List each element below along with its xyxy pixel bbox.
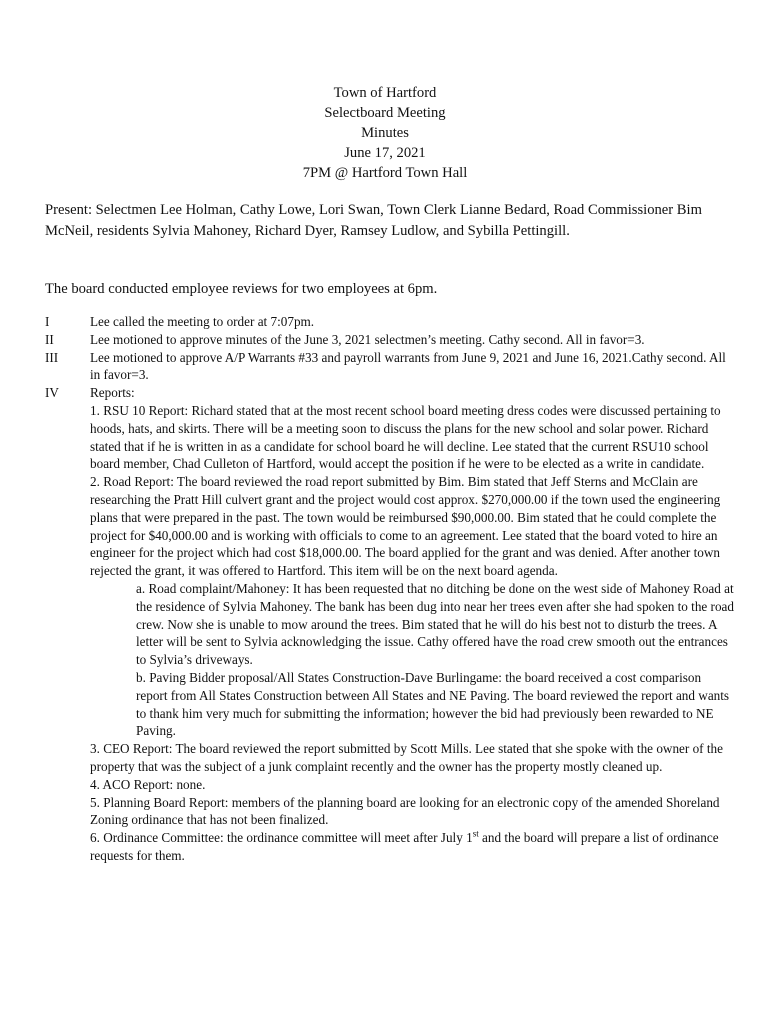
reports-title: Reports: [90,385,135,401]
attendees-paragraph: Present: Selectmen Lee Holman, Cathy Lowe, Lori Swan, Town Clerk Lianne Bedard, Road Commissioner Bim McNeil, residents Sylvia Mahoney, Richard Dyer, Ramsey Ludlow, and Sybilla Pettingill. [45,202,702,239]
item-text: Lee motioned to approve minutes of the June 3, 2021 selectmen’s meeting. Cathy second. All in favor=3. [90,331,645,347]
agenda-item-2 [45,331,735,349]
ordinance-committee-report [90,829,735,865]
agenda-item-4 [45,384,735,865]
paving-bidder-proposal: b. Paving Bidder proposal/All States Construction-Dave Burlingame: the board received a cost comparison report from All States Construction between All States and NE Paving. The board reviewed the report and wants to thank him very much for submitting the information; however the bid had previously been rewarded to NE Paving. [136,669,730,739]
employee-reviews-paragraph: The board conducted employee reviews for two employees at 6pm. [45,281,438,297]
road-report: 2. Road Report: The board reviewed the road report submitted by Bim. Bim stated that Jeff Sterns and McClain are researching the Pratt Hill culvert grant and the project would cost approx. $270,000.00 if the town used the engineering plans that were prepared in the past. The town would be reimbursed $90,000.00. Bim stated that he could complete the project for $40,000.00 and is working with officials to come to an agreement. Lee stated that the board voted to hire an engineer for the project which had cost $18,000.00. The board applied for the grant and was denied. After another town rejected the grant, it was offered to Hartford. This item will be on the next board agenda. [90,474,721,579]
meeting-time-place: 7PM @ Hartford Town Hall [302,165,468,181]
meeting-name: Selectboard Meeting [324,105,446,121]
ordinal-superscript: st [472,828,479,839]
agenda-item-3 [45,349,735,385]
document-type: Minutes [361,125,409,141]
ordinance-text-end: and the board will prepare a list of ordinance requests for them. [90,830,719,863]
road-complaint-mahoney: a. Road complaint/Mahoney: It has been requested that no ditching be done on the west side of Mahoney Road at the residence of Sylvia Mahoney. The bank has been dug into near her trees even after she had spoken to the road crew. Now she is unable to mow around the trees. Bim stated that he will do his best not to disturb the trees. A letter will be sent to Sylvia acknowledging the issue. Cathy offered have the road crew smooth out the entrances to Sylvia’s driveways. [136,580,734,668]
item-text: Lee called the meeting to order at 7:07pm. [90,314,315,329]
agenda-item-1 [45,313,735,331]
item-number: I [45,314,50,329]
town-name: Town of Hartford [333,85,437,101]
item-number: II [45,331,54,347]
item-number: III [45,349,59,365]
ordinance-text-start: 6. Ordinance Committee: the ordinance committee will meet after July 1 [90,830,473,846]
agenda-list [45,313,735,865]
meeting-date: June 17, 2021 [344,145,426,161]
document-header [0,83,770,183]
rsu10-report: 1. RSU 10 Report: Richard stated that at the most recent school board meeting dress codes were discussed pertaining to hoods, hats, and skirts. There will be a meeting soon to discuss the plans for the new school and solar power. Richard stated that if he is written in as a candidate for school board he will decline. Lee stated that the current RSU10 school board member, Chad Culleton of Hartford, would accept the position if he were to be elected as a write in candidate. [90,402,721,472]
ceo-report: 3. CEO Report: The board reviewed the report submitted by Scott Mills. Lee stated that she spoke with the owner of the property that was the subject of a junk complaint recently and the owner has the property mostly cleaned up. [90,741,723,774]
item-text: Lee motioned to approve A/P Warrants #33 and payroll warrants from June 9, 2021 and June 16, 2021.Cathy second. All in favor=3. [90,349,726,383]
planning-board-report: 5. Planning Board Report: members of the planning board are looking for an electronic copy of the amended Shoreland Zoning ordinance that has not been finalized. [90,794,720,828]
aco-report: 4. ACO Report: none. [90,776,206,792]
item-number: IV [45,385,59,401]
